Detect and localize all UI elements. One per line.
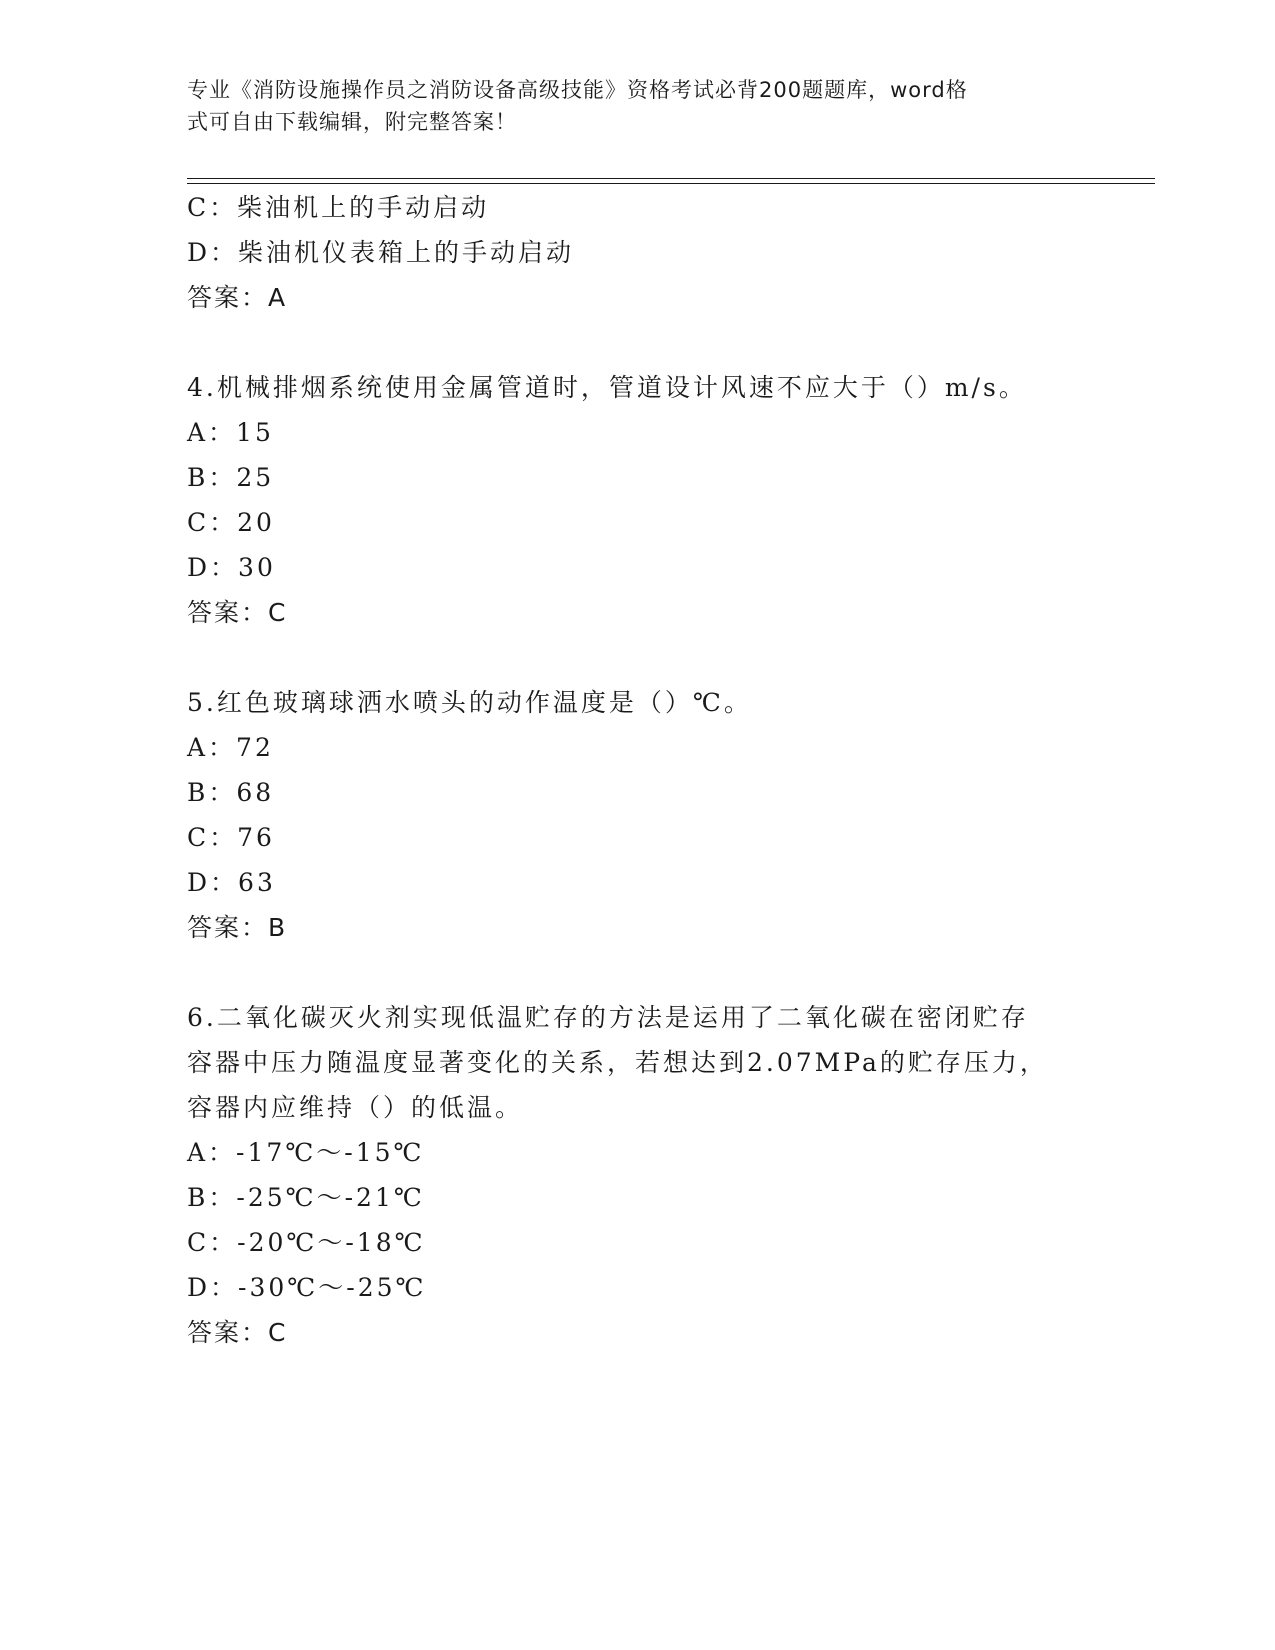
q6-question-line-1: 6.二氧化碳灭火剂实现低温贮存的方法是运用了二氧化碳在密闭贮存 bbox=[187, 1003, 1029, 1032]
q5-question: 5.红色玻璃球洒水喷头的动作温度是（）℃。 bbox=[187, 688, 752, 717]
q3-answer: 答案：A bbox=[187, 283, 288, 312]
q6-answer: 答案：C bbox=[187, 1318, 288, 1347]
q6-option-a: A：-17℃～-15℃ bbox=[187, 1138, 425, 1167]
q5-option-a: A：72 bbox=[187, 733, 274, 762]
q6-option-b: B：-25℃～-21℃ bbox=[187, 1183, 425, 1212]
q4-option-c: C：20 bbox=[187, 508, 275, 537]
header-divider-top bbox=[187, 178, 1155, 179]
q4-answer: 答案：C bbox=[187, 598, 288, 627]
q6-option-c: C：-20℃～-18℃ bbox=[187, 1228, 426, 1257]
header-line-2: 式可自由下载编辑，附完整答案！ bbox=[187, 110, 517, 134]
q3-option-c: C：柴油机上的手动启动 bbox=[187, 193, 490, 222]
q6-question-line-3: 容器内应维持（）的低温。 bbox=[187, 1093, 524, 1122]
q5-answer: 答案：B bbox=[187, 913, 288, 942]
q4-option-b: B：25 bbox=[187, 463, 275, 492]
q5-option-c: C：76 bbox=[187, 823, 275, 852]
q4-option-d: D：30 bbox=[187, 553, 276, 582]
document-header bbox=[187, 74, 1067, 138]
q6-question-line-2: 容器中压力随温度显著变化的关系，若想达到2.07MPa的贮存压力， bbox=[187, 1048, 1048, 1077]
header-line-1: 专业《消防设施操作员之消防设备高级技能》资格考试必背200题题库，word格 bbox=[187, 78, 968, 102]
q6-option-d: D：-30℃～-25℃ bbox=[187, 1273, 427, 1302]
q5-option-d: D：63 bbox=[187, 868, 276, 897]
header-divider-bottom bbox=[187, 183, 1155, 184]
q3-option-d: D：柴油机仪表箱上的手动启动 bbox=[187, 238, 575, 267]
q5-option-b: B：68 bbox=[187, 778, 275, 807]
q4-question: 4.机械排烟系统使用金属管道时，管道设计风速不应大于（）m/s。 bbox=[187, 373, 1027, 402]
q4-option-a: A：15 bbox=[187, 418, 274, 447]
